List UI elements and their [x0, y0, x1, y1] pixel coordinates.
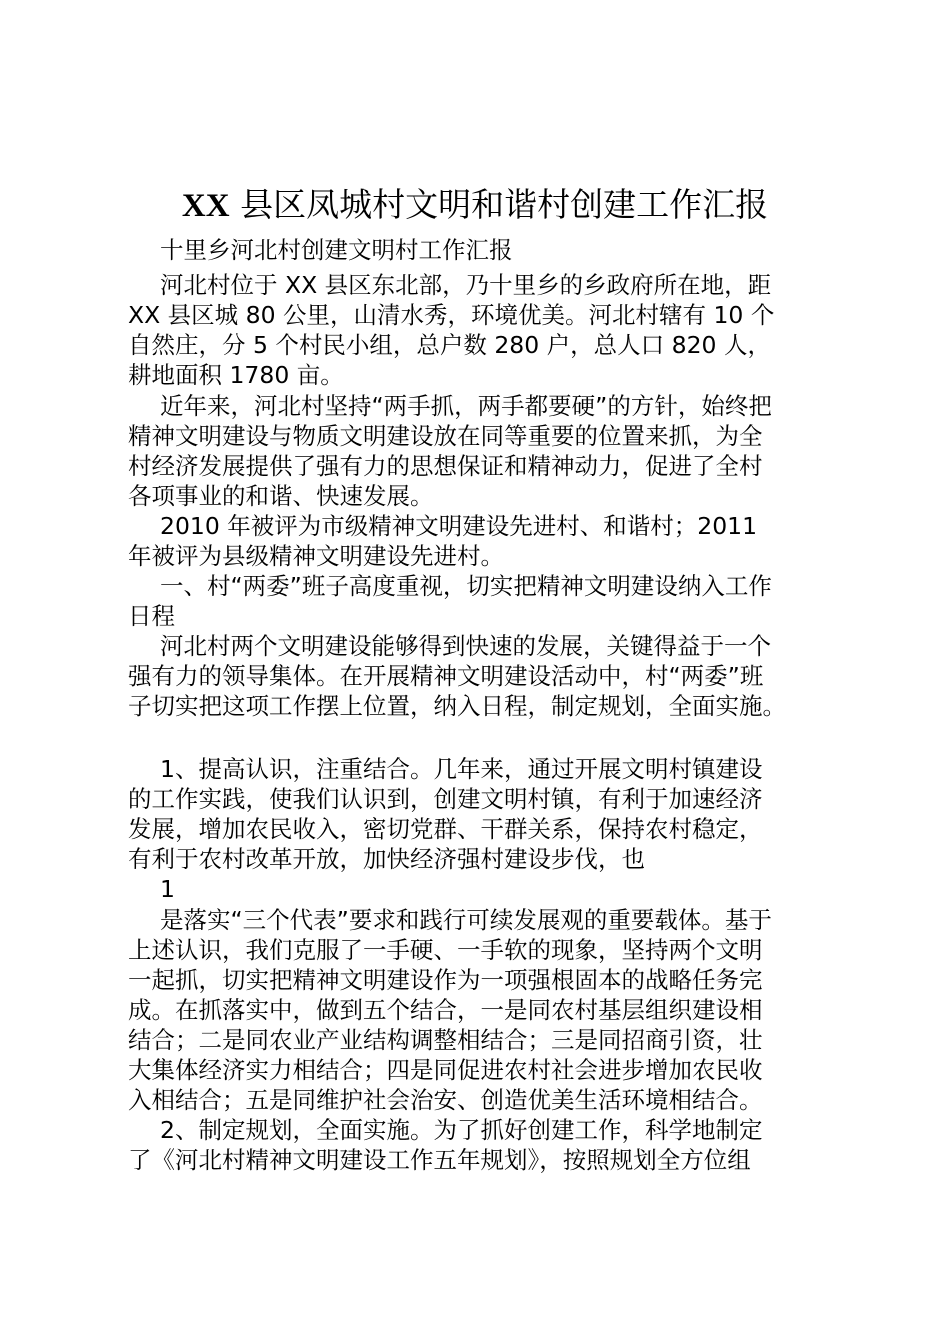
- paragraph-line: 村经济发展提供了强有力的思想保证和精神动力，促进了全村: [128, 452, 763, 480]
- paragraph-line: 精神文明建设与物质文明建设放在同等重要的位置来抓，为全: [128, 422, 763, 450]
- paragraph-line: 入相结合；五是同维护社会治安、创造优美生活环境相结合。: [128, 1086, 763, 1114]
- paragraph-line: 2010 年被评为市级精神文明建设先进村、和谐村；2011: [160, 512, 758, 540]
- paragraph-line: 结合；二是同农业产业结构调整相结合；三是同招商引资，壮: [128, 1026, 763, 1054]
- paragraph-line: 一起抓，切实把精神文明建设作为一项强根固本的战略任务完: [128, 966, 763, 994]
- paragraph-line: 耕地面积 1780 亩。: [128, 361, 344, 389]
- document-title: [0, 183, 950, 228]
- paragraph-line: 河北村位于 XX 县区东北部，乃十里乡的乡政府所在地，距: [160, 271, 772, 299]
- paragraph-line: 近年来，河北村坚持“两手抓，两手都要硬”的方针，始终把: [160, 392, 772, 420]
- subtitle-line: 十里乡河北村创建文明村工作汇报: [160, 236, 513, 264]
- title-prefix: XX: [181, 188, 230, 224]
- paragraph-line: 了《河北村精神文明建设工作五年规划》，按照规划全方位组: [128, 1146, 751, 1174]
- paragraph-line: 各项事业的和谐、快速发展。: [128, 482, 434, 510]
- paragraph-line: 发展，增加农民收入，密切党群、干群关系，保持农村稳定，: [128, 815, 763, 843]
- paragraph-line: 河北村两个文明建设能够得到快速的发展，关键得益于一个: [160, 632, 771, 660]
- paragraph-line: 子切实把这项工作摆上位置，纳入日程，制定规划，全面实施。: [128, 692, 786, 720]
- paragraph-line: 强有力的领导集体。在开展精神文明建设活动中，村“两委”班: [128, 662, 764, 690]
- paragraph-line: 有利于农村改革开放，加快经济强村建设步伐，也: [128, 845, 645, 873]
- paragraph-line: 自然庄，分 5 个村民小组，总户数 280 户，总人口 820 人，: [128, 331, 771, 359]
- paragraph-line: 年被评为县级精神文明建设先进村。: [128, 542, 504, 570]
- paragraph-line: 大集体经济实力相结合；四是同促进农村社会进步增加农民收: [128, 1056, 763, 1084]
- section-heading: 日程: [128, 602, 175, 630]
- page-number: 1: [160, 875, 175, 903]
- paragraph-line: 成。在抓落实中，做到五个结合，一是同农村基层组织建设相: [128, 996, 763, 1024]
- paragraph-line: XX 县区城 80 公里，山清水秀，环境优美。河北村辖有 10 个: [128, 301, 775, 329]
- paragraph-line: 1、提高认识，注重结合。几年来，通过开展文明村镇建设: [160, 755, 763, 783]
- paragraph-line: 是落实“三个代表”要求和践行可续发展观的重要载体。基于: [160, 906, 772, 934]
- paragraph-line: 的工作实践，使我们认识到，创建文明村镇，有利于加速经济: [128, 785, 763, 813]
- title-text: 县区凤城村文明和谐村创建工作汇报: [229, 185, 769, 224]
- section-heading: 一、村“两委”班子高度重视，切实把精神文明建设纳入工作: [160, 572, 772, 600]
- paragraph-line: 上述认识，我们克服了一手硬、一手软的现象，坚持两个文明: [128, 936, 763, 964]
- paragraph-line: 2、制定规划，全面实施。为了抓好创建工作，科学地制定: [160, 1116, 763, 1144]
